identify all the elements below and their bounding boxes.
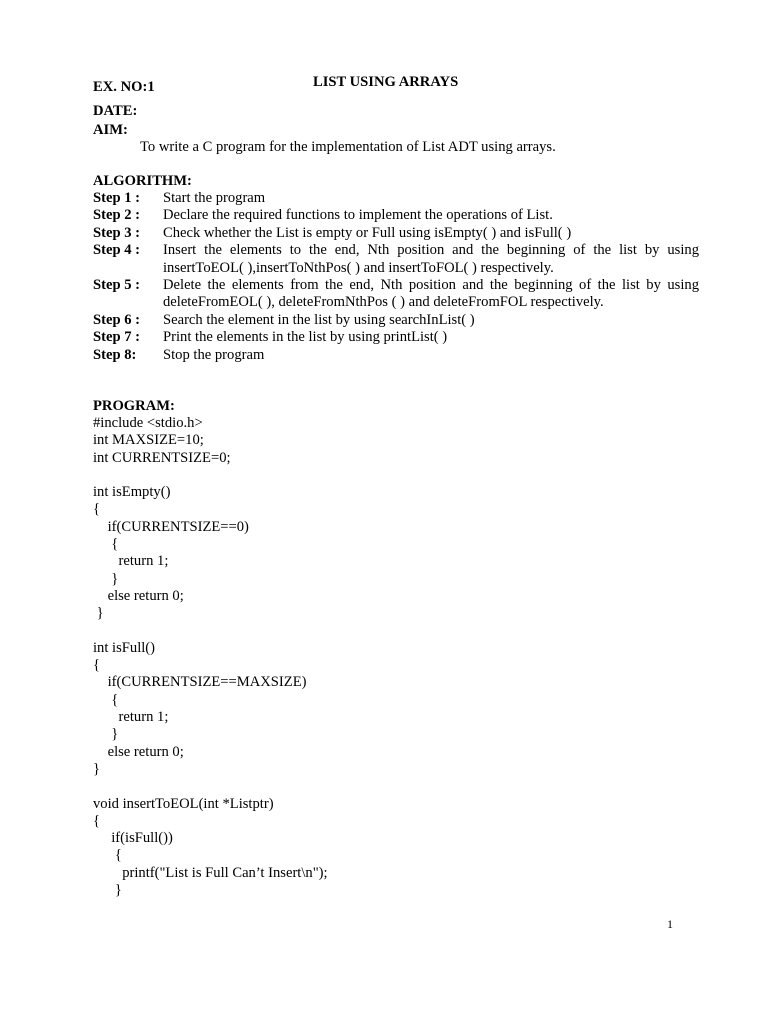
code-line: int isFull() xyxy=(93,639,156,656)
code-line: printf("List is Full Can’t Insert\n"); xyxy=(93,864,328,881)
code-line: return 1; xyxy=(93,553,169,570)
aim-text: To write a C program for the implementation of List ADT using arrays. xyxy=(140,139,556,155)
algorithm-step xyxy=(93,207,699,224)
step-label: Step 2 : xyxy=(93,207,141,224)
program-heading: PROGRAM: xyxy=(93,398,175,414)
step-text: Search the element in the list by using searchInList( ) xyxy=(163,311,475,328)
algorithm-step xyxy=(93,225,699,242)
code-line: { xyxy=(93,657,101,674)
date-label: DATE: xyxy=(93,103,138,119)
code-line: #include <stdio.h> xyxy=(93,415,203,431)
code-line: if(isFull()) xyxy=(93,830,173,847)
code-line: } xyxy=(93,882,122,899)
step-text: Insert the elements to the end, Nth position and the beginning of the list by using insertToEOL( ),insertToNthPos( ) and insertToFOL( ) respectively. xyxy=(163,242,699,276)
step-text: Start the program xyxy=(163,190,266,206)
code-line: return 1; xyxy=(93,709,169,726)
algorithm-steps xyxy=(93,190,699,364)
algorithm-step xyxy=(93,347,699,364)
step-text: Print the elements in the list by using printList( ) xyxy=(163,329,448,346)
code-line: void insertToEOL(int *Listptr) xyxy=(93,795,274,812)
code-line: { xyxy=(93,847,122,864)
code-line xyxy=(93,467,328,484)
code-line: } xyxy=(93,570,119,587)
step-text: Stop the program xyxy=(163,346,265,363)
algorithm-step xyxy=(93,277,699,312)
algorithm-step xyxy=(93,329,699,346)
step-label: Step 8: xyxy=(93,346,137,363)
step-text: Delete the elements from the end, Nth position and the beginning of the list by using deleteFromEOL( ), deleteFromNthPos ( ) and deleteFromFOL respectively. xyxy=(163,277,699,311)
code-line: if(CURRENTSIZE==0) xyxy=(93,518,249,535)
step-label: Step 5 : xyxy=(93,277,141,294)
exercise-number: EX. NO:1 xyxy=(93,79,155,95)
algorithm-step xyxy=(93,242,699,277)
code-line: } xyxy=(93,605,104,622)
aim-label: AIM: xyxy=(93,122,128,138)
algorithm-step xyxy=(93,190,699,207)
page-title: LIST USING ARRAYS xyxy=(313,74,459,90)
step-label: Step 3 : xyxy=(93,224,141,241)
code-line: { xyxy=(93,812,101,829)
page-number: 1 xyxy=(667,917,673,931)
code-line: { xyxy=(93,536,119,553)
code-line xyxy=(93,623,328,640)
code-line xyxy=(93,778,328,795)
program-code xyxy=(93,415,328,899)
algorithm-heading: ALGORITHM: xyxy=(93,173,192,189)
code-line: int MAXSIZE=10; xyxy=(93,432,204,449)
step-text: Declare the required functions to implement the operations of List. xyxy=(163,207,553,224)
step-label: Step 4 : xyxy=(93,242,141,259)
code-line: { xyxy=(93,501,101,518)
code-line: if(CURRENTSIZE==MAXSIZE) xyxy=(93,674,307,691)
code-line: { xyxy=(93,691,119,708)
code-line: } xyxy=(93,760,101,777)
code-line: int CURRENTSIZE=0; xyxy=(93,449,231,466)
step-text: Check whether the List is empty or Full using isEmpty( ) and isFull( ) xyxy=(163,224,572,241)
step-label: Step 6 : xyxy=(93,311,141,328)
code-line: else return 0; xyxy=(93,587,184,604)
code-line: else return 0; xyxy=(93,743,184,760)
algorithm-step xyxy=(93,312,699,329)
step-label: Step 7 : xyxy=(93,329,141,346)
step-label: Step 1 : xyxy=(93,190,141,206)
code-line: } xyxy=(93,726,119,743)
code-line: int isEmpty() xyxy=(93,484,171,501)
